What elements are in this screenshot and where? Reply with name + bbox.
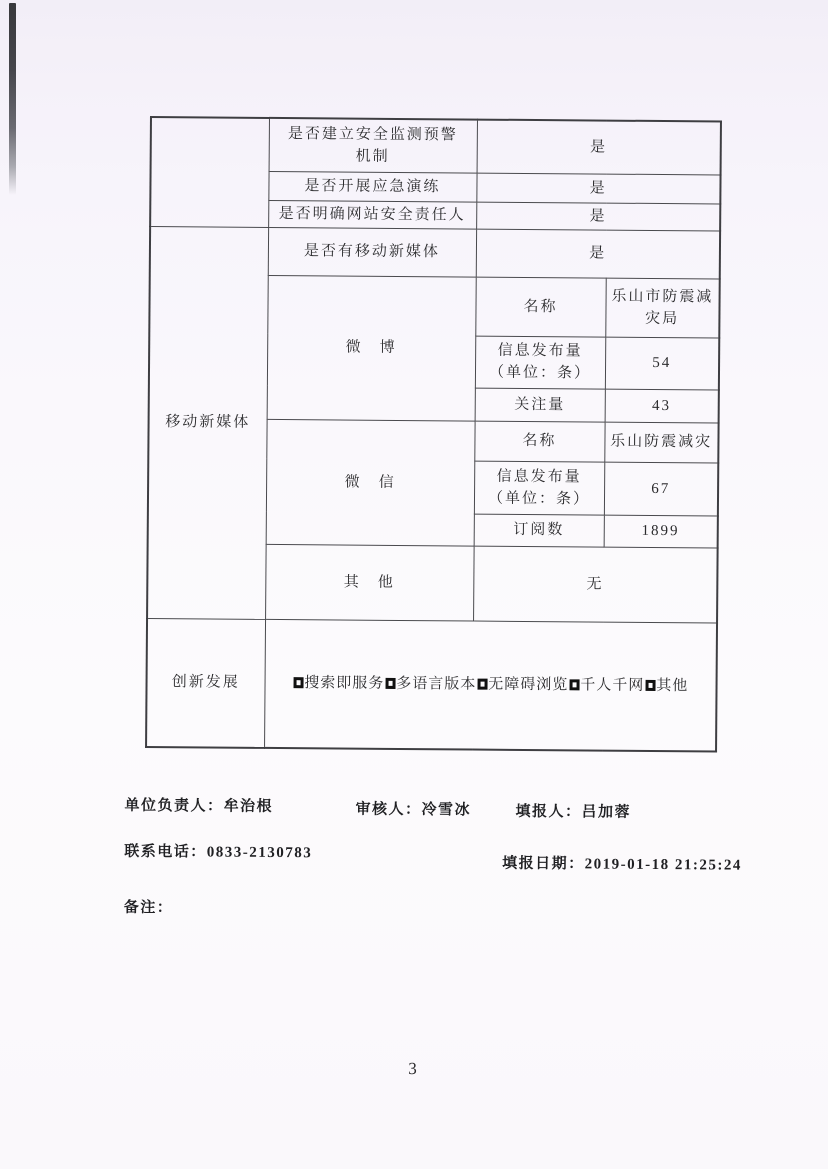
reviewer [355, 798, 471, 820]
table-row [151, 117, 721, 174]
wechat-posts-value: 67 [604, 462, 718, 516]
option-label: 其他 [656, 678, 689, 695]
remarks [124, 896, 174, 917]
security-officer-value: 是 [476, 202, 720, 231]
responsible-value: 牟治根 [223, 798, 274, 815]
reviewer-value: 冷雪冰 [421, 802, 472, 819]
label-line: 信息发布量 [497, 342, 583, 360]
security-monitor-value: 是 [477, 120, 721, 175]
responsible-label: 单位负责人： [124, 797, 224, 815]
weibo-posts-label [475, 336, 605, 389]
checkbox-unchecked-icon [645, 680, 655, 691]
option-label: 搜索即服务 [304, 675, 385, 693]
innovation-section-label: 创新发展 [146, 618, 265, 748]
option-label: 多语言版本 [396, 676, 477, 693]
emergency-drill-label: 是否开展应急演练 [268, 171, 476, 202]
innovation-option [476, 677, 568, 694]
other-media-value: 无 [473, 546, 718, 623]
security-officer-label: 是否明确网站安全责任人 [268, 200, 476, 229]
label-line: 信息发布量 [496, 468, 582, 485]
mobile-media-section-label: 移动新媒体 [147, 226, 268, 619]
label-line: 是否建立安全监测预警 [287, 125, 458, 144]
contact-phone [124, 840, 312, 862]
filler-label: 填报人： [515, 803, 582, 821]
phone-value: 0833-2130783 [206, 844, 313, 862]
wechat-subscribers-value: 1899 [604, 515, 718, 548]
table-row [150, 226, 720, 278]
label-line: （单位：条） [488, 364, 592, 382]
table-row [146, 618, 717, 751]
security-section-cell [150, 117, 269, 227]
wechat-label: 微 信 [266, 419, 475, 546]
page-number: 3 [408, 1059, 417, 1079]
phone-label: 联系电话： [124, 843, 207, 861]
wechat-posts-label [474, 461, 604, 515]
emergency-drill-value: 是 [476, 173, 720, 204]
has-mobile-label: 是否有移动新媒体 [268, 227, 476, 277]
weibo-posts-value: 54 [605, 337, 719, 390]
label-line: 机制 [355, 148, 390, 165]
weibo-name-value: 乐山市防震减灾局 [605, 278, 719, 338]
filler [515, 800, 631, 822]
checkbox-unchecked-icon [477, 679, 487, 690]
innovation-option [384, 676, 476, 693]
security-monitor-label [269, 118, 477, 173]
remarks-label: 备注： [123, 899, 174, 917]
innovation-options-cell [264, 619, 717, 752]
weibo-label: 微 博 [267, 275, 476, 421]
wechat-subscribers-label: 订阅数 [474, 514, 604, 547]
weibo-name-label: 名称 [475, 277, 605, 337]
date-label: 填报日期： [502, 855, 585, 873]
checkbox-unchecked-icon [385, 678, 395, 689]
innovation-option [568, 678, 644, 695]
option-label: 千人千网 [580, 677, 645, 695]
weibo-followers-label: 关注量 [475, 388, 605, 422]
wechat-name-label: 名称 [474, 421, 604, 462]
innovation-option [644, 678, 688, 694]
date-value: 2019-01-18 21:25:24 [584, 856, 742, 874]
has-mobile-value: 是 [476, 229, 720, 279]
innovation-option [292, 675, 384, 692]
reviewer-label: 审核人： [355, 801, 422, 819]
responsible-person [125, 794, 274, 816]
report-form-table [145, 116, 722, 752]
weibo-followers-value: 43 [605, 389, 719, 423]
option-label: 无障碍浏览 [488, 676, 569, 694]
label-line: （单位：条） [487, 490, 591, 507]
filler-value: 吕加蓉 [581, 804, 632, 821]
checkbox-unchecked-icon [293, 677, 303, 688]
wechat-name-value: 乐山防震减灾 [604, 422, 718, 463]
other-media-label: 其 他 [265, 544, 474, 621]
report-date [502, 852, 742, 875]
checkbox-unchecked-icon [569, 680, 579, 691]
